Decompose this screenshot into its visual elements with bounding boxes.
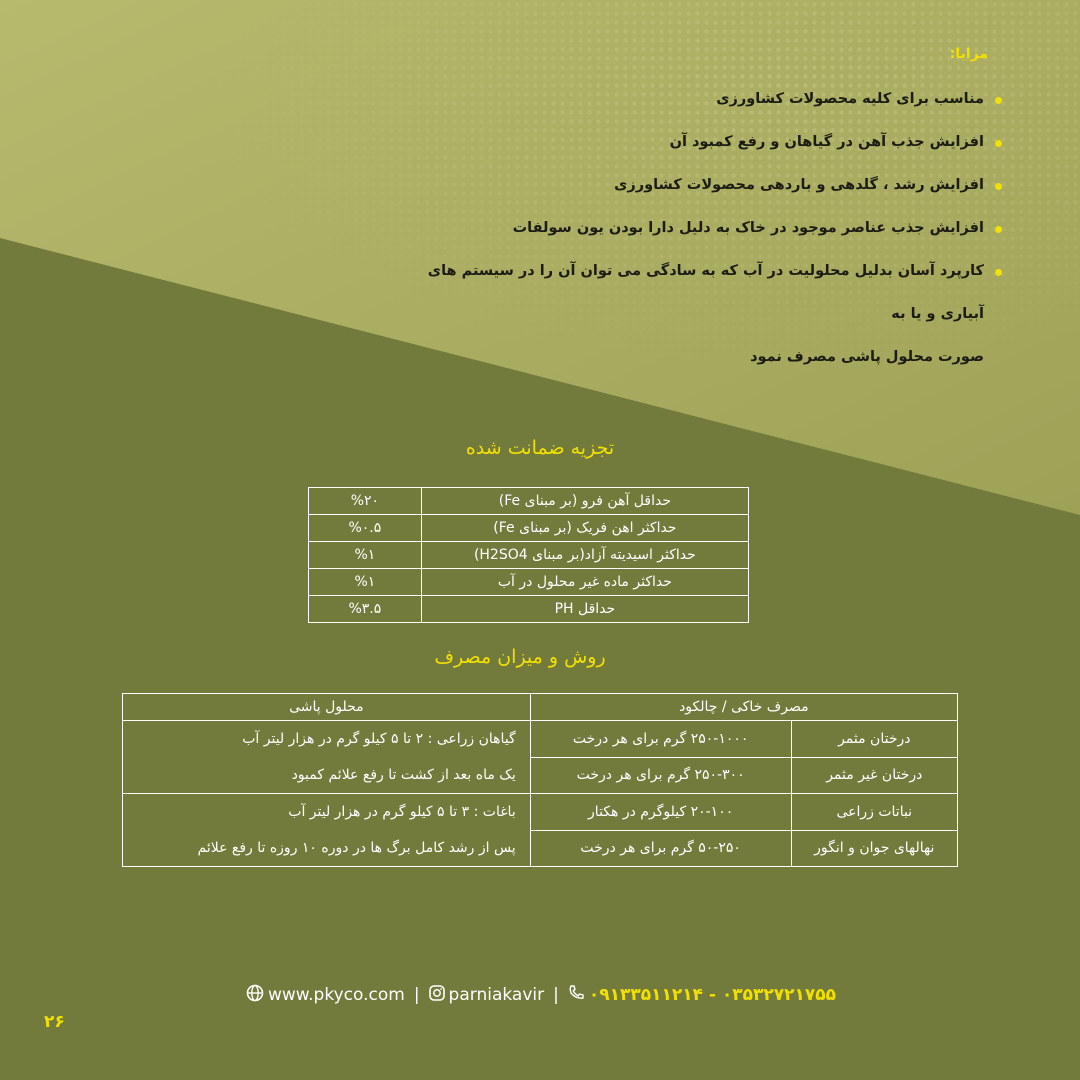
usage-table: [122, 693, 958, 867]
plant-cell: نباتات زراعی: [791, 794, 957, 831]
separator: |: [413, 985, 420, 1005]
plant-cell: نهالهای جوان و انگور: [791, 830, 957, 867]
bullet-icon: [995, 226, 1002, 233]
list-item-continuation: صورت محلول پاشی مصرف نمود: [750, 349, 984, 365]
analysis-value: %۲۰: [309, 488, 422, 515]
list-item: افزایش رشد ، گلدهی و باردهی محصولات کشاورزی: [426, 164, 986, 207]
table-row: [309, 515, 749, 542]
spray-line: گیاهان زراعی : ۲ تا ۵ کیلو گرم در هزار لیتر آب: [242, 731, 516, 747]
table-row: [123, 721, 958, 758]
list-item: افزایش جذب آهن در گیاهان و رفع کمبود آن: [426, 121, 986, 164]
table-row: [309, 569, 749, 596]
instagram-icon: [429, 985, 445, 1006]
table-row: [309, 596, 749, 623]
spray-line: یک ماه بعد از کشت تا رفع علائم کمبود: [291, 767, 516, 783]
website-link[interactable]: www.pkyco.com: [268, 985, 405, 1005]
page-number: ۲۶: [44, 1012, 65, 1032]
advantages-heading: مزایا:: [949, 46, 988, 62]
list-item: مناسب برای کلیه محصولات کشاورزی: [426, 78, 986, 121]
soil-cell: ۲۵۰-۱۰۰۰ گرم برای هر درخت: [530, 721, 791, 758]
analysis-value: %۱: [309, 542, 422, 569]
analysis-name: حداکثر اسیدیته آزاد(بر مبنای H2SO4): [421, 542, 748, 569]
analysis-table: [308, 487, 749, 623]
soil-cell: ۲۰-۱۰۰ کیلوگرم در هکتار: [530, 794, 791, 831]
plant-cell: درختان مثمر: [791, 721, 957, 758]
list-item: کارپرد آسان بدلیل محلولیت در آب که به سادگی می توان آن را در سیستم های آبیاری و یا به: [426, 250, 986, 336]
analysis-title: تجزیه ضمانت شده: [465, 437, 615, 459]
table-header-row: [123, 694, 958, 721]
bullet-icon: [995, 97, 1002, 104]
advantages-list: [426, 78, 986, 379]
table-row: [309, 542, 749, 569]
footer-contact: [246, 983, 858, 1007]
analysis-name: حداکثر اهن فریک (بر مبنای Fe): [421, 515, 748, 542]
bullet-icon: [995, 140, 1002, 147]
analysis-value: %۰.۵: [309, 515, 422, 542]
globe-icon: [246, 984, 264, 1007]
spray-cell: [123, 721, 531, 794]
analysis-value: %۱: [309, 569, 422, 596]
table-row: [123, 794, 958, 831]
analysis-name: حداقل PH: [421, 596, 748, 623]
spray-cell: [123, 794, 531, 867]
bullet-icon: [995, 269, 1002, 276]
header-soil: مصرف خاکی / چالکود: [530, 694, 957, 721]
header-spray: محلول پاشی: [123, 694, 531, 721]
analysis-name: حداکثر ماده غیر محلول در آب: [421, 569, 748, 596]
usage-title: روش و میزان مصرف: [434, 646, 606, 668]
spray-line: پس از رشد کامل برگ ها در دوره ۱۰ روزه تا رفع علائم: [197, 840, 516, 856]
bullet-icon: [995, 183, 1002, 190]
plant-cell: درختان غیر مثمر: [791, 757, 957, 794]
phone-numbers[interactable]: ۰۹۱۳۳۵۱۱۲۱۴ - ۰۳۵۳۲۷۲۱۷۵۵: [588, 985, 837, 1005]
table-row: [309, 488, 749, 515]
phone-icon: [568, 984, 585, 1006]
soil-cell: ۲۵۰-۳۰۰ گرم برای هر درخت: [530, 757, 791, 794]
instagram-handle[interactable]: parniakavir: [448, 985, 545, 1005]
analysis-name: حداقل آهن فرو (بر مبنای Fe): [421, 488, 748, 515]
analysis-value: %۳.۵: [309, 596, 422, 623]
soil-cell: ۵۰-۲۵۰ گرم برای هر درخت: [530, 830, 791, 867]
separator: |: [553, 985, 559, 1005]
list-item: افزایش جذب عناصر موجود در خاک به دلیل دارا بودن یون سولفات: [426, 207, 986, 250]
spray-line: باغات : ۳ تا ۵ کیلو گرم در هزار لیتر آب: [288, 804, 516, 820]
